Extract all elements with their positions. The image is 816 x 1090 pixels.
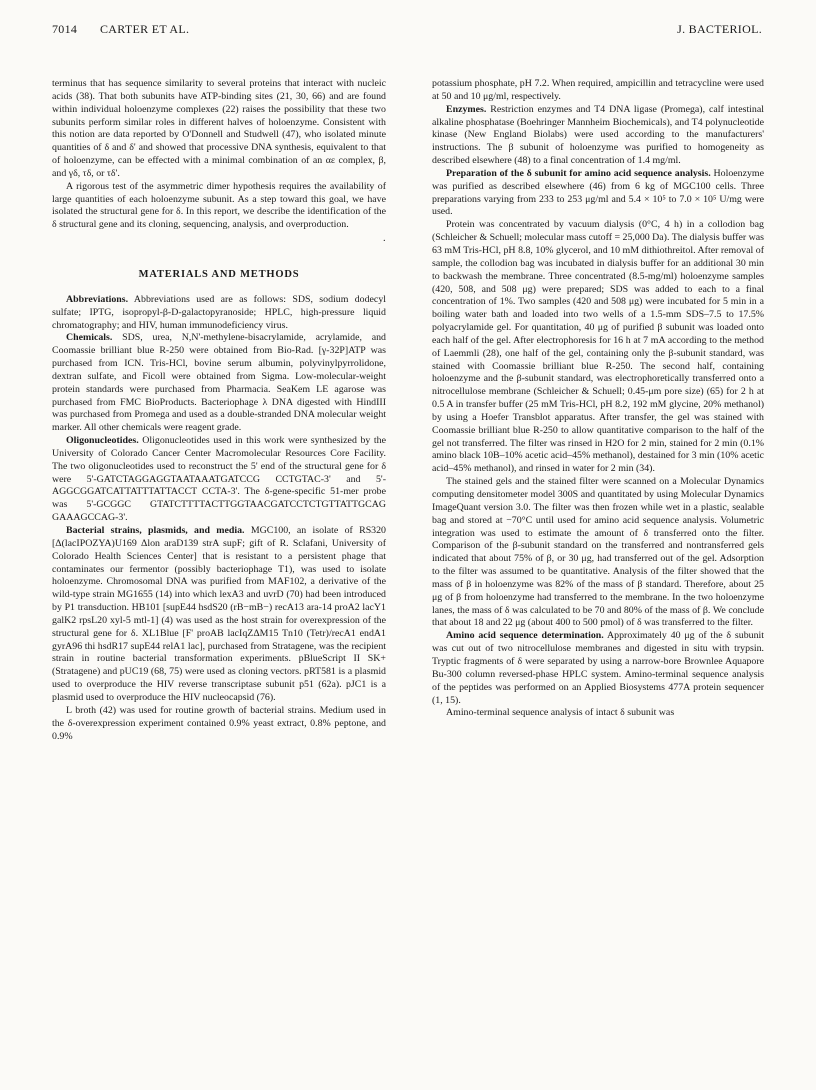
paragraph-abbreviations	[52, 294, 386, 333]
left-column	[52, 78, 386, 743]
chemicals-text: SDS, urea, N,N'-methylene-bisacrylamide, acrylamide, and Coomassie brilliant blue R-250 were obtained from Bio-Rad. [γ-32P]ATP was purchased from ICN. Tris-HCl, bovine serum albumin, polyvinylpyrrolidone, dextran sulfate, and Ficoll were obtained from Sigma. Low-molecular-weight protein standards were purchased from Pharmacia. SeaKem LE agarose was purchased from FMC BioProducts. Bacteriophage λ DNA digested with HindIII was purchased from Promega and used as a double-stranded DNA molecular weight marker. All other chemicals were reagent grade.	[52, 332, 386, 434]
run-in-head-bacterial-strains: Bacterial strains, plasmids, and media.	[66, 525, 245, 536]
paragraph-hypothesis: A rigorous test of the asymmetric dimer hypothesis requires the availability of large quantities of each holoenzyme subunit. As a step toward this goal, we have isolated the structural gene for δ. In this report, we describe the identification of the δ structural gene and its cloning, sequencing, analysis, and overproduction.	[52, 180, 386, 231]
journal-name: J. BACTERIOL.	[677, 22, 762, 36]
section-title-materials-methods: MATERIALS AND METHODS	[138, 268, 300, 280]
paragraph-chemicals	[52, 332, 386, 435]
page-number: 7014	[52, 22, 78, 36]
paragraph-intro-continued: terminus that has sequence similarity to several proteins that interact with nucleic acids (38). That both subunits have ATP-binding sites (21, 30, 66) and are found within individual holoenzyme complexes (22) raises the possibility that these two subunits perform similar roles in different halves of holoenzyme. Consistent with this notion are data reported by O'Donnell and Studwell (47), who isolated minute quantities of δ and δ' and showed that processive DNA synthesis, equivalent to that of holoenzyme, can be effected with a minimal combination of an αε complex, β, and γδ, τδ, or τδ'.	[52, 78, 386, 179]
paragraph-enzymes	[432, 104, 764, 168]
paragraph-media-continued: potassium phosphate, pH 7.2. When required, ampicillin and tetracycline were used at 50 and 10 μg/ml, respectively.	[432, 78, 764, 102]
paragraph-amino-terminal: Amino-terminal sequence analysis of intact δ subunit was	[446, 707, 675, 719]
running-authors: CARTER ET AL.	[100, 22, 190, 36]
preparation-text: Holoenzyme was purified as described elsewhere (46) from 6 kg of MGC100 cells. Three preparations varying from 233 to 253 μg/ml and 5.4 × 10⁵ to 7.0 × 10⁵ U/mg were used.	[432, 167, 764, 218]
paragraph-protein-concentration: Protein was concentrated by vacuum dialysis (0°C, 4 h) in a collodion bag (Schleicher & Schuell; molecular mass cutoff = 25,000 Da). The dialysis buffer was 63 mM Tris-HCl, pH 8.8, 10% glycerol, and 10 mM dithiothreitol. After removal of sample, the collodion bag was incubated in dialysis buffer for an additional 30 min to backwash the membrane. Three concentrated (8.5-mg/ml) holoenzyme samples (420, 508, and 508 μg) were prepared; SDS was added to each to a final concentration of 1%. Two samples (420 and 508 μg) were incubated for 5 min in a boiling water bath and loaded into two wells of a 1.5-mm SDS–7.5 to 17.5% polyacrylamide gel. For quantitation, 40 μg of purified β subunit was loaded onto each half of the gel. After electrophoresis for 16 h at 7 mA according to the method of Laemmli (28), one half of the gel, containing only the β-subunit standard, was stained with Coomassie brilliant blue R-250. The second half, containing holoenzyme and the β-subunit standard, was electrophoretically transferred onto a nitrocellulose membrane (Schleicher & Schuell; 0.45-μm pore size) (65) for 2 h at 0.5 A in transfer buffer (25 mM Tris-HCl, pH 8.2, 192 mM glycine, 20% methanol) by using a Hoefer Transblot apparatus. After transfer, the gel was stained with Coomassie brilliant blue R-250 to allow quantitative comparison to the half of the gel not transferred. The filter was rinsed in H2O for 2 min, stained for 2 min (0.1% amino black 10B–10% acetic acid–45% methanol), destained for 3 min (10% acetic acid–45% methanol), and rinsed in water for 2 min (34).	[432, 219, 764, 475]
run-in-head-preparation: Preparation of the δ subunit for amino acid sequence analysis.	[446, 167, 711, 179]
run-in-head-enzymes: Enzymes.	[446, 103, 487, 115]
oligonucleotides-text: Oligonucleotides used in this work were synthesized by the University of Colorado Cancer Center Macromolecular Resources Core Facility. The two oligonucleotides used to reconstruct the 5' end of the structural gene for δ were 5'-GATCTAGGAGGTAATAAATGATCCG CCTGTAC-3' and 5'-AGGCGGATCATTATTTATTACCT CCTA-3'. The δ-gene-specific 51-mer probe was 5'-GCGGC GTATCTTTTACTTGGTAACGATCCTCTGTTATTGCAG GAAAGCCAG-3'.	[52, 435, 386, 524]
bacterial-strains-text: MGC100, an isolate of RS320 [Δ(lacIPOZYA)U169 Δlon araD139 strA supF; gift of R. Sclafani, University of Colorado Health Sciences Center] that is resistant to a persistent phage that contaminates our fermentor (possibly bacteriophage T1), was used to isolate holoenzyme. Chromosomal DNA was purified from MAF102, a derivative of the wild-type strain MG1655 (14) into which lexA3 and uvrD (70) had been introduced by P1 transduction. HB101 [supE44 hsdS20 (rB−mB−) recA13 ara-14 proA2 lacY1 galK2 rpsL20 xyl-5 mtl-1] (4) was used as the host strain for overexpression of the structural gene for δ. XL1Blue [F' proAB lacIqZΔM15 Tn10 (Tetr)/recA1 endA1 gyrA96 thi hsdR17 supE44 relA1 lac], purchased from Stratagene, was the recipient strain in routine bacterial transformation experiments. pBlueScript II SK+ (Stratagene) and pUC19 (68, 75) were used as cloning vectors. pRT581 is a plasmid used to overproduce the HIV reverse transcriptase subunit p51 (62a). pJC1 is a plasmid used to overproduce the HIV nucleocapsid (76).	[52, 525, 386, 703]
run-in-head-amino-acid: Amino acid sequence determination.	[446, 630, 604, 642]
enzymes-text: Restriction enzymes and T4 DNA ligase (Promega), calf intestinal alkaline phosphatase (Boehringer Mannheim Biochemicals), and T4 polynucleotide kinase (New England Biolabs) were used according to the manufacturers' instructions. The β subunit of holoenzyme was purified to homogeneity as described elsewhere (48) to a final concentration of 1.4 mg/ml.	[432, 103, 764, 167]
run-in-head-chemicals: Chemicals.	[66, 332, 113, 344]
abbreviations-text: Abbreviations used are as follows: SDS, sodium dodecyl sulfate; IPTG, isopropyl-β-D-galactopyranoside; HPLC, high-pressure liquid chromatography; and HIV, human immunodeficiency virus.	[52, 293, 386, 331]
run-in-head-oligonucleotides: Oligonucleotides.	[66, 435, 139, 447]
paragraph-oligonucleotides	[52, 435, 386, 525]
paragraph-bacterial-strains	[52, 525, 386, 705]
paragraph-amino-acid-sequence	[432, 630, 764, 707]
running-header	[52, 22, 762, 44]
amino-acid-text: Approximately 40 μg of the δ subunit was cut out of two nitrocellulose membranes and digested in situ with trypsin. Tryptic fragments of δ were separated by using a narrow-bore Brownlee Aquapore Bu-300 column reversed-phase HPLC system. Amino-terminal sequence analysis of the peptides was performed on an Applied Biosystems 477A protein sequencer (1, 15).	[432, 630, 764, 706]
run-in-head-abbreviations: Abbreviations.	[66, 293, 129, 305]
right-column	[432, 78, 764, 720]
paragraph-l-broth: L broth (42) was used for routine growth of bacterial strains. Medium used in the δ-overexpression experiment contained 0.9% yeast extract, 0.8% peptone, and 0.9%	[52, 704, 386, 742]
section-dot: ·	[382, 236, 386, 248]
paragraph-stained-gels: The stained gels and the stained filter were scanned on a Molecular Dynamics computing densitometer model 300S and quantitated by using Molecular Dynamics ImageQuant version 3.0. The filter was then frozen while wet in a plastic, sealable bag and stored at −70°C until used for amino acid sequence analysis. Volumetric integration was used to estimate the amount of δ transferred onto the filter. Comparison of the β-subunit standard on the transferred and nontransferred gels indicated that about 75% of β, or 30 μg, had transferred out of the gel. Adsorption to the filter was assumed to be quantitative. Analysis of the filter showed that the mass of β in holoenzyme was 82% of the mass of β standard. Therefore, about 25 μg of β from holoenzyme had transferred to the membrane. In the two holoenzyme lanes, the mass of δ was calculated to be 70 and 80% of the mass of β. We conclude that about 18 and 22 μg (about 400 to 500 pmol) of δ was transferred to the filter.	[432, 476, 764, 629]
paragraph-preparation	[432, 168, 764, 219]
